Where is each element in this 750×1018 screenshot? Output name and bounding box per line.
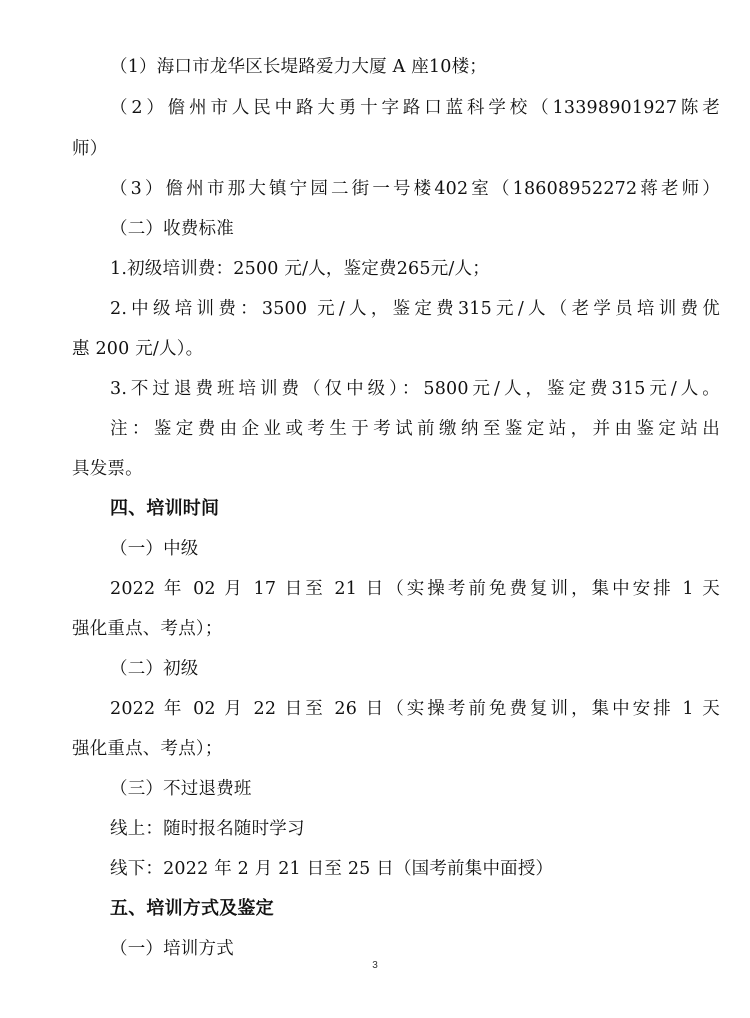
online-schedule: 线上：随时报名随时学习 xyxy=(110,819,305,839)
fee-item-2-cont: 惠 200 元/人）。 xyxy=(72,339,204,359)
fee-item-1: 1.初级培训费：2500 元/人，鉴定费265元/人； xyxy=(110,259,490,279)
refund-class-subheading: （三）不过退费班 xyxy=(110,779,252,799)
address-line-3: （3）儋州市那大镇宁园二街一号楼402室（18608952272蒋老师） xyxy=(110,179,720,199)
fee-item-2: 2.中级培训费：3500 元/人，鉴定费315元/人（老学员培训费优 xyxy=(110,299,720,319)
intermediate-schedule: 2022 年 02 月 17 日至 21 日（实操考前免费复训，集中安排 1 天 xyxy=(110,579,720,599)
elementary-schedule-cont: 强化重点、考点）； xyxy=(72,739,223,759)
intermediate-subheading: （一）中级 xyxy=(110,539,199,559)
section-heading-training-time: 四、培训时间 xyxy=(110,498,220,519)
elementary-schedule: 2022 年 02 月 22 日至 26 日（实操考前免费复训，集中安排 1 天 xyxy=(110,699,720,719)
address-line-2: （2）儋州市人民中路大勇十字路口蓝科学校（13398901927陈老 xyxy=(110,98,720,118)
elementary-subheading: （二）初级 xyxy=(110,659,199,679)
address-line-2-cont: 师） xyxy=(72,139,108,159)
section-heading-training-method: 五、培训方式及鉴定 xyxy=(110,898,274,919)
offline-schedule: 线下：2022 年 2 月 21 日至 25 日（国考前集中面授） xyxy=(110,859,554,879)
fee-note-cont: 具发票。 xyxy=(72,459,143,479)
address-line-1: （1）海口市龙华区长堤路爱力大厦 A 座10楼； xyxy=(110,57,487,77)
fee-standard-subheading: （二）收费标准 xyxy=(110,219,234,239)
page-number: 3 xyxy=(372,960,378,971)
fee-item-3: 3.不过退费班培训费（仅中级）：5800元/人，鉴定费315元/人。 xyxy=(110,379,720,399)
intermediate-schedule-cont: 强化重点、考点）； xyxy=(72,619,223,639)
training-method-subheading: （一）培训方式 xyxy=(110,939,234,959)
fee-note: 注：鉴定费由企业或考生于考试前缴纳至鉴定站，并由鉴定站出 xyxy=(110,419,720,439)
